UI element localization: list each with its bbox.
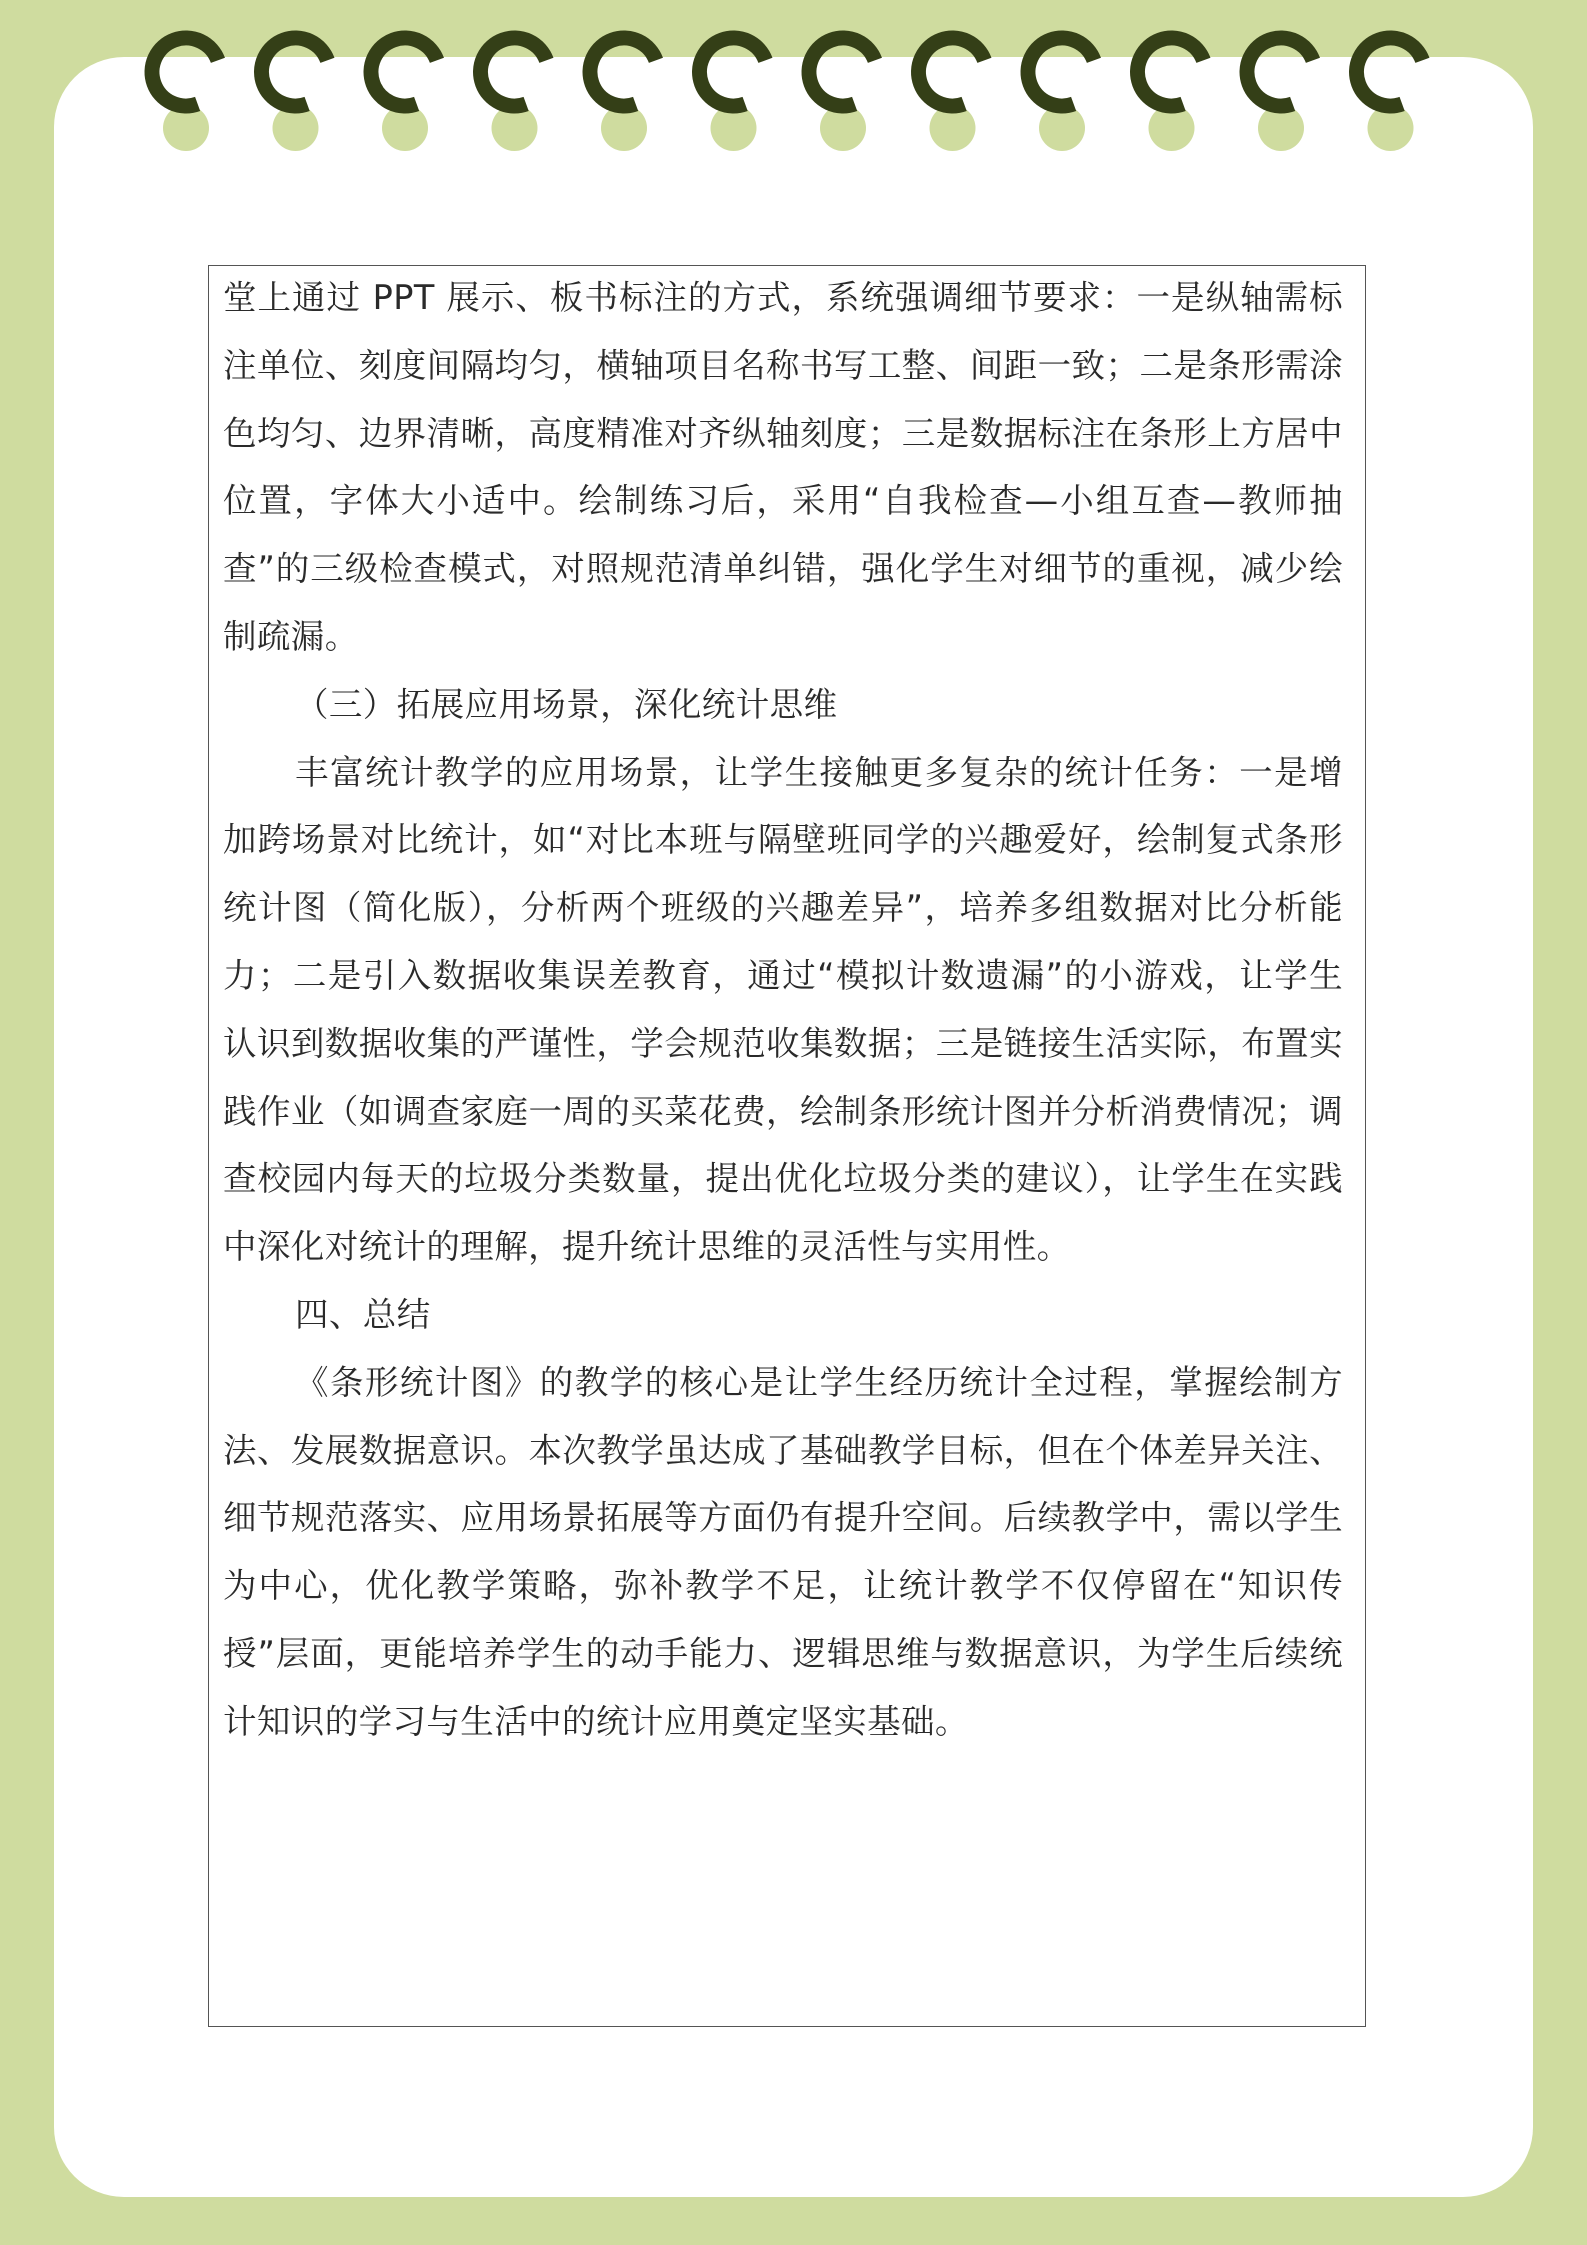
binding-ring-arc [1028, 38, 1094, 106]
binding-ring-arc [809, 38, 875, 106]
binding-ring [371, 38, 437, 151]
paragraph-2: 丰富统计教学的应用场景，让学生接触更多复杂的统计任务：一是增加跨场景对比统计，如“对比本班与隔壁班同学的兴趣爱好，绘制复式条形统计图（简化版），分析两个班级的兴趣差异”，培养多组数据对比分析能力；二是引入数据收集误差教育，通过“模拟计数遗漏”的小游戏，让学生认识到数据收集的严谨性，学会规范收集数据；三是链接生活实际，布置实践作业（如调查家庭一周的买菜花费，绘制条形统计图并分析消费情况；调查校园内每天的垃圾分类数量，提出优化垃圾分类的建议），让学生在实践中深化对统计的理解，提升统计思维的灵活性与实用性。 [223, 752, 1343, 1267]
document-body [223, 264, 1343, 1756]
paragraph-3: 《条形统计图》的教学的核心是让学生经历统计全过程，掌握绘制方法、发展数据意识。本次教学虽达成了基础教学目标，但在个体差异关注、细节规范落实、应用场景拓展等方面仍有提升空间。后续教学中，需以学生为中心，优化教学策略，弥补教学不足，让统计教学不仅停留在“知识传授”层面，更能培养学生的动手能力、逻辑思维与数据意识，为学生后续统计知识的学习与生活中的统计应用奠定坚实基础。 [223, 1362, 1343, 1741]
binding-ring [1138, 38, 1204, 151]
binding-ring-arc [1247, 38, 1313, 106]
binding-ring [1357, 38, 1423, 151]
binding-ring [700, 38, 766, 151]
binding-ring-arc [152, 38, 218, 106]
binding-ring-arc [371, 38, 437, 106]
binding-ring-arc [1138, 38, 1204, 106]
binding-ring [152, 38, 218, 151]
binding-ring-arc [262, 38, 328, 106]
binding-ring [262, 38, 328, 151]
binding-ring-arc [1357, 38, 1423, 106]
binding-ring [590, 38, 656, 151]
section-heading-3: （三）拓展应用场景，深化统计思维 [295, 684, 838, 724]
binding-ring [480, 38, 546, 151]
binding-ring-arc [919, 38, 985, 106]
binding-ring [1028, 38, 1094, 151]
binding-ring [809, 38, 875, 151]
binding-ring-arc [590, 38, 656, 106]
section-heading-4: 四、总结 [295, 1294, 431, 1334]
binding-ring [919, 38, 985, 151]
binding-ring [1247, 38, 1313, 151]
binding-ring-arc [480, 38, 546, 106]
paragraph-1: 堂上通过 PPT 展示、板书标注的方式，系统强调细节要求：一是纵轴需标注单位、刻度间隔均匀，横轴项目名称书写工整、间距一致；二是条形需涂色均匀、边界清晰，高度精准对齐纵轴刻度；三是数据标注在条形上方居中位置，字体大小适中。绘制练习后，采用“自我检查—小组互查—教师抽查”的三级检查模式，对照规范清单纠错，强化学生对细节的重视，减少绘制疏漏。 [223, 278, 1343, 656]
binding-ring-arc [700, 38, 766, 106]
spiral-binding [0, 0, 1587, 160]
